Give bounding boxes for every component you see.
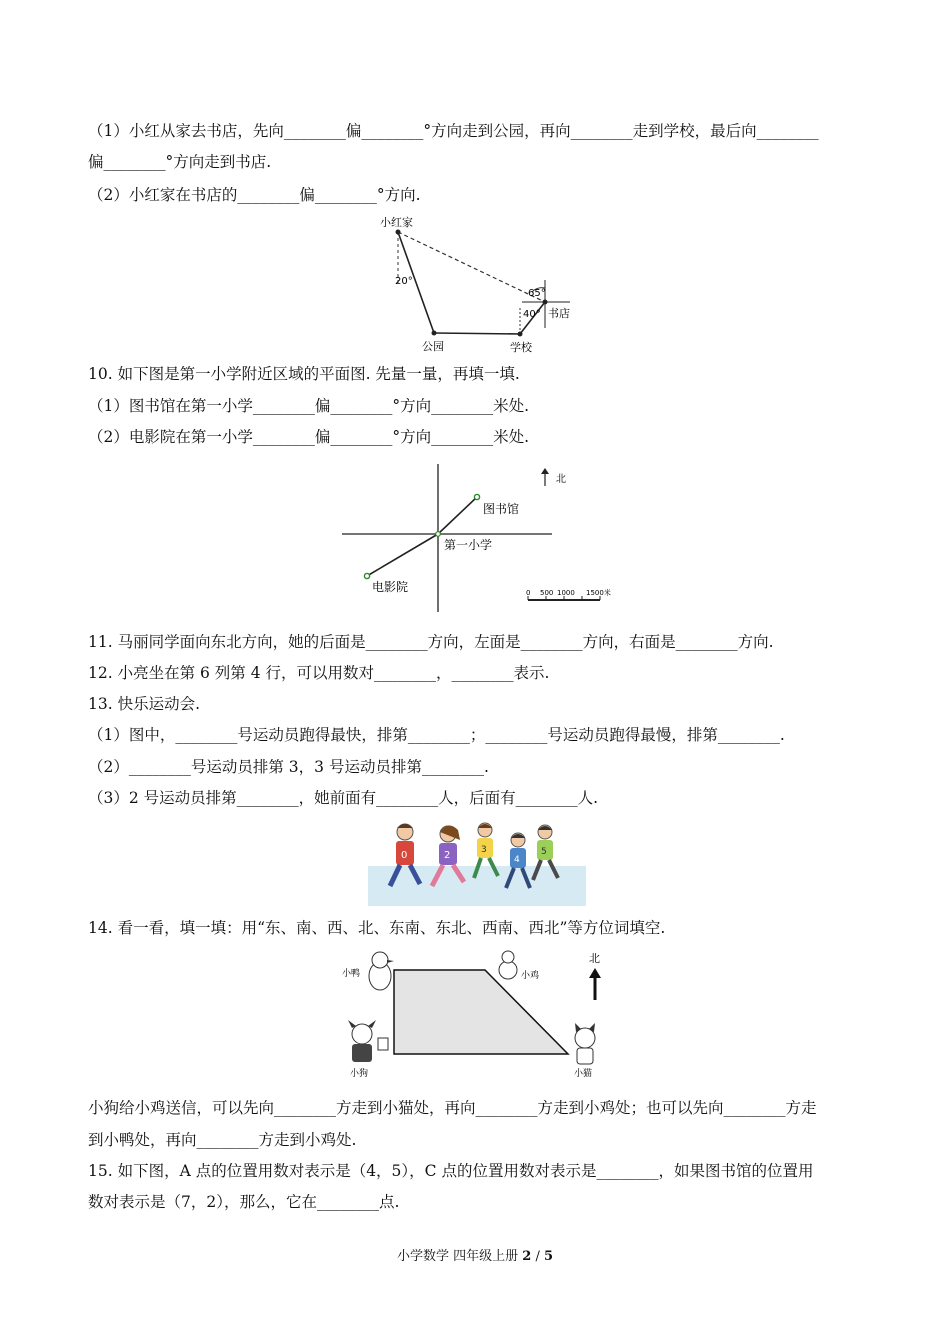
bookstore-label: 书店 <box>548 307 570 320</box>
q13-title: 13. 快乐运动会. <box>88 695 201 713</box>
q15-line-a: 15. 如下图，A 点的位置用数对表示是（4，5），C 点的位置用数对表示是________，如果图书馆的位置用 <box>88 1162 814 1180</box>
angle-20-label: 20° <box>395 276 413 287</box>
footer-page: 2 <box>522 1249 532 1264</box>
runner-2-bib: 2 <box>444 850 451 861</box>
q11-line: 11. 马丽同学面向东北方向，她的后面是________方向，左面是________方向，右面是________方向. <box>88 633 774 651</box>
q10-title: 10. 如下图是第一小学附近区域的平面图. 先量一量，再填一填. <box>88 365 520 383</box>
chick-icon <box>499 951 517 979</box>
route-figure <box>360 212 585 358</box>
q14-line-b: 到小鸭处，再向________方走到小鸡处. <box>88 1131 357 1149</box>
angle-40-label: 40° <box>523 309 541 320</box>
dog-label: 小狗 <box>350 1069 369 1079</box>
runner-3-bib: 3 <box>481 845 487 855</box>
scale-1000: 1000 <box>557 589 575 597</box>
school-label: 学校 <box>510 341 532 354</box>
q13-part1-line: （1）图中，________号运动员跑得最快，排第________；________号运动员跑得最慢，排第________. <box>88 726 785 744</box>
north-label: 北 <box>589 952 600 965</box>
school-label: 第一小学 <box>444 538 493 552</box>
map-figure <box>338 460 628 616</box>
cat-icon <box>575 1023 595 1064</box>
footer-text: 小学数学 四年级上册 <box>396 1249 519 1264</box>
runner-1-bib: 0 <box>401 850 408 861</box>
cinema-label: 电影院 <box>372 580 409 594</box>
q13-part2-line: （2）________号运动员排第 3，3 号运动员排第________. <box>88 758 489 776</box>
runner-5-bib: 5 <box>541 847 547 857</box>
dog-icon <box>348 1020 388 1062</box>
cat-label: 小猫 <box>574 1069 593 1079</box>
q9-part1-line-b: 偏________°方向走到书店. <box>88 153 272 171</box>
duck-label: 小鸭 <box>342 969 361 979</box>
q12-line: 12. 小亮坐在第 6 列第 4 行，可以用数对________，________表示. <box>88 664 550 682</box>
north-arrow-icon <box>589 968 601 1000</box>
footer-sep: / <box>535 1249 540 1264</box>
library-label: 图书馆 <box>483 502 520 516</box>
animals-figure <box>338 948 618 1080</box>
home-label: 小红家 <box>380 216 413 229</box>
q9-part1-line-a: （1）小红从家去书店，先向________偏________°方向走到公园，再向________走到学校，最后向________ <box>88 122 819 140</box>
runner-4-bib: 4 <box>514 855 520 865</box>
duck-icon <box>369 952 394 990</box>
scale-1500: 1500米 <box>586 589 611 597</box>
q14-title: 14. 看一看，填一填：用“东、南、西、北、东南、东北、西南、西北”等方位词填空. <box>88 919 666 937</box>
footer-total: 5 <box>543 1249 554 1264</box>
page-footer <box>0 1245 950 1264</box>
angle-65-label: 65° <box>528 288 546 299</box>
park-label: 公园 <box>422 340 444 353</box>
chick-label: 小鸡 <box>521 971 540 981</box>
q13-part3-line: （3）2 号运动员排第________，她前面有________人，后面有________人. <box>88 789 599 807</box>
scale-500: 500 <box>540 589 554 597</box>
north-label: 北 <box>556 474 566 485</box>
q10-part1-line: （1）图书馆在第一小学________偏________°方向________米处. <box>88 397 530 415</box>
q10-part2-line: （2）电影院在第一小学________偏________°方向________米处. <box>88 428 530 446</box>
scale-0: 0 <box>526 589 531 597</box>
q14-line-a: 小狗给小鸡送信，可以先向________方走到小猫处，再向________方走到小鸡处；也可以先向________方走 <box>88 1099 817 1117</box>
q15-line-b: 数对表示是（7，2），那么，它在________点. <box>88 1193 400 1211</box>
q9-part2-line: （2）小红家在书店的________偏________°方向. <box>88 186 421 204</box>
runners-figure <box>368 818 586 906</box>
